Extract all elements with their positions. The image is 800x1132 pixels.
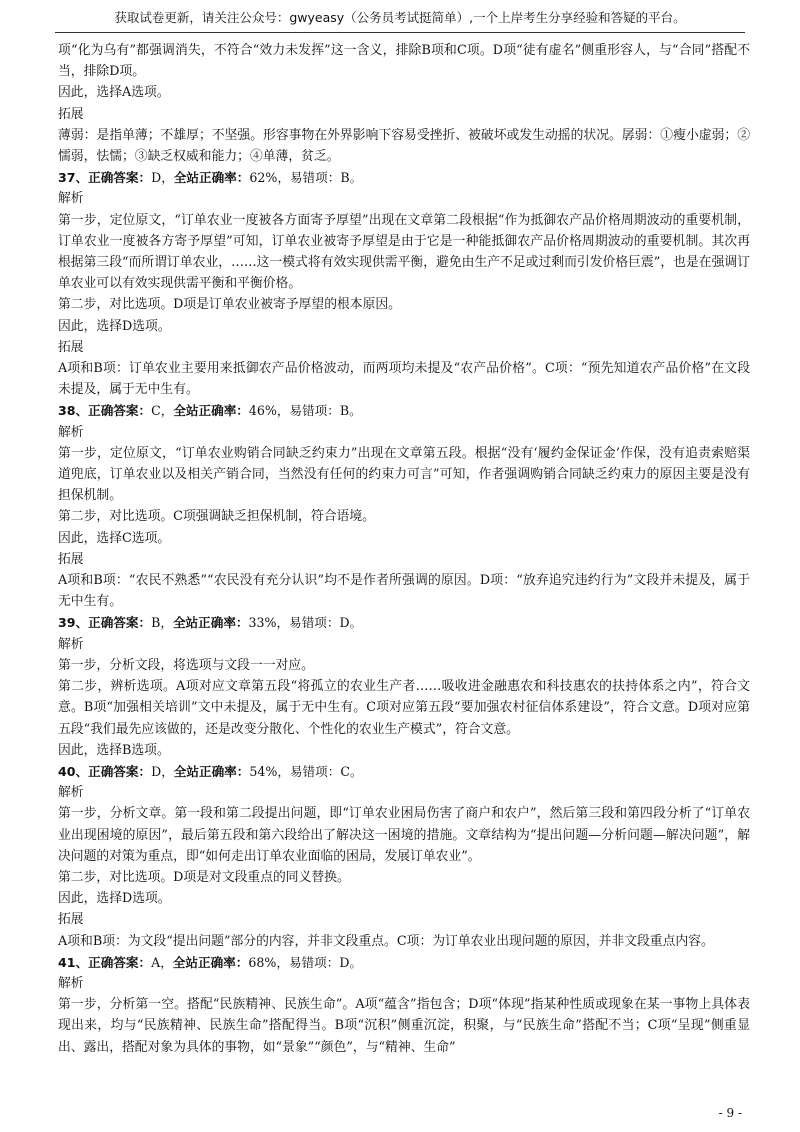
answer-label: 全站正确率： (173, 170, 250, 186)
paragraph: 第一步，分析文章。第一段和第二段提出问题，即“订单农业困局伤害了商户和农户”，然后第三段和第四段分析了“订单农业出现困境的原因”，最后第五段和第六段给出了解决这一困境的措施。文章结构为“提出问题—分析问题—解决问题”，解决问题的对策为重点，即“如何走出订单农业面临的困局，发展订单农业”。 (58, 806, 750, 864)
paragraph: 第二步，对比选项。C项强调缺乏担保机制，符合语境。 (58, 509, 375, 525)
page-header: 获取试卷更新，请关注公众号：gwyeasy（公务员考试挺简单）,一个上岸考生分享经验和答疑的平台。 (55, 8, 745, 33)
paragraph: 第一步，分析文段，将选项与文段一一对应。 (58, 657, 314, 673)
document-body (58, 40, 750, 1058)
paragraph: 因此，选择D选项。 (58, 891, 171, 907)
answer-label: 全站正确率： (172, 954, 249, 970)
paragraph: 解析 (58, 191, 84, 207)
answer-line (58, 400, 750, 421)
answer-label: 41、正确答案： (58, 954, 152, 970)
paragraph: 拓展 (58, 551, 84, 567)
paragraph: 项“化为乌有”都强调消失，不符合“效力未发挥”这一含义，排除B项和C项。D项“徒有虚名”侧重形容人，与“合同”搭配不当，排除D项。 (58, 43, 750, 80)
paragraph: 第二步，辨析选项。A项对应文章第五段“将孤立的农业生产者……吸收进金融惠农和科技惠农的扶持体系之内”，符合文意。B项“加强相关培训”文中未提及，属于无中生有。C项对应第五段“要加强农村征信体系建设”，符合文意。D项对应第五段“我们最先应该做的，还是改变分散化、个性化的农业生产模式”，符合文意。 (58, 679, 750, 737)
paragraph: 解析 (58, 975, 84, 991)
paragraph: 第一步，定位原文，“订单农业购销合同缺乏约束力”出现在文章第五段。根据“没有‘履约金保证金’作保，没有追责索赔渠道兜底，订单农业以及相关产销合同，当然没有任何的约束力可言”可知，作者强调购销合同缺乏约束力的原因主要是没有担保机制。 (58, 445, 750, 504)
paragraph: A项和B项：“农民不熟悉”“农民没有充分认识”均不是作者所强调的原因。D项：“放弃追究违约行为”文段并未提及，属于无中生有。 (58, 573, 750, 610)
paragraph: 解析 (58, 785, 84, 801)
paragraph: 因此，选择B选项。 (58, 742, 170, 758)
answer-value: B， (151, 615, 173, 631)
answer-value: 33%，易错项：D。 (248, 615, 363, 631)
paragraph: 解析 (58, 424, 84, 440)
answer-value: 68%，易错项：D。 (248, 954, 363, 970)
answer-line (58, 612, 750, 633)
answer-line (58, 761, 750, 782)
paragraph: 因此，选择C选项。 (58, 530, 171, 546)
answer-line (58, 167, 750, 188)
answer-label: 40、正确答案： (58, 763, 152, 779)
answer-value: A， (151, 954, 173, 970)
answer-line (58, 952, 750, 973)
paragraph: 拓展 (58, 912, 84, 928)
answer-label: 38、正确答案： (58, 403, 152, 419)
answer-value: 46%，易错项：B。 (248, 403, 362, 419)
paragraph: 解析 (58, 636, 84, 652)
paragraph: A项和B项：订单农业主要用来抵御农产品价格波动，而两项均未提及“农产品价格”。C项：“预先知道农产品价格”在文段未提及，属于无中生有。 (58, 361, 750, 398)
answer-label: 全站正确率： (173, 763, 250, 779)
answer-label: 37、正确答案： (58, 170, 152, 186)
answer-label: 39、正确答案： (58, 615, 152, 631)
answer-value: 54%，易错项：C。 (249, 763, 363, 779)
answer-value: C， (151, 403, 174, 419)
paragraph: 因此，选择A选项。 (58, 85, 170, 101)
answer-label: 全站正确率： (173, 403, 249, 419)
page-number: - 9 - (718, 1106, 742, 1120)
paragraph: A项和B项：为文段“提出问题”部分的内容，并非文段重点。C项：为订单农业出现问题的原因，并非文段重点内容。 (58, 933, 714, 949)
paragraph: 第一步，定位原文，“订单农业一度被各方面寄予厚望”出现在文章第二段根据“作为抵御农产品价格周期波动的重要机制，订单农业一度被各方寄予厚望”可知，订单农业被寄予厚望是由于它是一种能抵御农产品价格周期波动的重要机制。其次再根据第三段“而所谓订单农业，……这一模式将有效实现供需平衡，避免由生产不足或过剩而引发价格巨震”，也是在强调订单农业可以有效实现供需平衡和平衡价格。 (58, 212, 750, 292)
answer-value: D， (151, 170, 174, 186)
paragraph: 第二步，对比选项。D项是对文段重点的同义替换。 (58, 869, 350, 885)
paragraph: 第一步，分析第一空。搭配“民族精神、民族生命”。A项“蕴含”指包含；D项“体现”指某种性质或现象在某一事物上具体表现出来，均与“民族精神、民族生命”搭配得当。B项“沉积”侧重沉淀，积聚，与“民族生命”搭配不当；C项“呈现”侧重显出、露出，搭配对象为具体的事物，如“景象”“颜色”，与“精神、生命” (58, 997, 750, 1055)
answer-value: D， (151, 763, 174, 779)
answer-label: 全站正确率： (172, 615, 249, 631)
answer-value: 62%，易错项：B。 (249, 170, 363, 186)
paragraph: 因此，选择D选项。 (58, 318, 171, 334)
paragraph: 拓展 (58, 339, 84, 355)
paragraph: 薄弱：是指单薄；不雄厚；不坚强。形容事物在外界影响下容易受挫折、被破坏或发生动摇的状况。孱弱：①瘦小虚弱；②懦弱，怯懦；③缺乏权威和能力；④单薄，贫乏。 (58, 127, 750, 165)
paragraph: 拓展 (58, 106, 84, 122)
paragraph: 第二步，对比选项。D项是订单农业被寄予厚望的根本原因。 (58, 297, 401, 313)
